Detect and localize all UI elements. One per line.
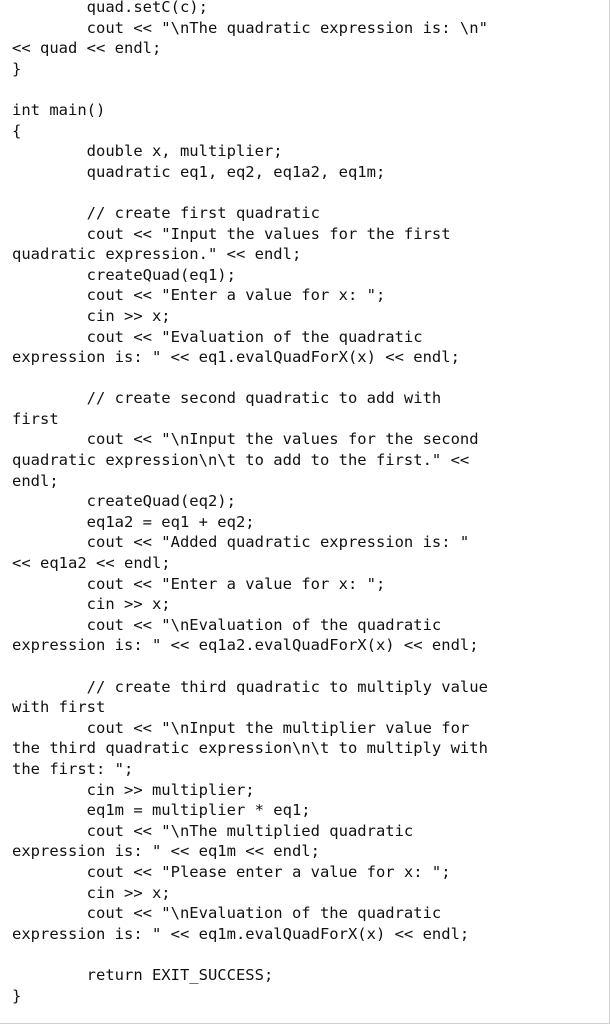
code-line: cout << "Enter a value for x: "; bbox=[12, 286, 386, 305]
code-line: quadratic expression." << endl; bbox=[12, 245, 302, 264]
code-line: cout << "\nThe quadratic expression is: \n" bbox=[12, 18, 488, 37]
code-line: cin >> x; bbox=[12, 306, 171, 325]
code-line: the first: "; bbox=[12, 759, 134, 778]
code-line: } bbox=[12, 59, 22, 78]
code-line bbox=[12, 182, 602, 203]
code-line: cout << "Please enter a value for x: "; bbox=[12, 862, 451, 881]
code-line: // create second quadratic to add with bbox=[12, 389, 442, 408]
code-line: expression is: " << eq1m << endl; bbox=[12, 842, 320, 861]
code-line: double x, multiplier; bbox=[12, 142, 283, 161]
code-line: cout << "\nInput the values for the second bbox=[12, 430, 479, 449]
code-line: expression is: " << eq1m.evalQuadForX(x) << endl; bbox=[12, 924, 470, 943]
code-line: << eq1a2 << endl; bbox=[12, 554, 171, 573]
code-line: cout << "\nEvaluation of the quadratic bbox=[12, 615, 442, 634]
code-line: cout << "Input the values for the first bbox=[12, 224, 451, 243]
code-line: eq1m = multiplier * eq1; bbox=[12, 801, 311, 820]
code-line: createQuad(eq2); bbox=[12, 492, 236, 511]
code-listing bbox=[12, 0, 602, 1006]
code-line bbox=[12, 368, 602, 389]
code-line: cout << "Evaluation of the quadratic bbox=[12, 327, 423, 346]
code-line: return EXIT_SUCCESS; bbox=[12, 965, 274, 984]
code-line: cin >> x; bbox=[12, 595, 171, 614]
code-line: cout << "Enter a value for x: "; bbox=[12, 574, 386, 593]
code-line: << quad << endl; bbox=[12, 39, 162, 58]
code-line: cout << "\nEvaluation of the quadratic bbox=[12, 904, 442, 923]
code-line: cin >> x; bbox=[12, 883, 171, 902]
code-line: quadratic eq1, eq2, eq1a2, eq1m; bbox=[12, 162, 386, 181]
code-line: cin >> multiplier; bbox=[12, 780, 255, 799]
code-line: endl; bbox=[12, 471, 59, 490]
code-line: } bbox=[12, 986, 22, 1005]
code-line: createQuad(eq1); bbox=[12, 265, 236, 284]
code-line: // create third quadratic to multiply value bbox=[12, 677, 488, 696]
code-line: with first bbox=[12, 698, 106, 717]
code-line: cout << "\nInput the multiplier value for bbox=[12, 718, 470, 737]
code-line: quad.setC(c); bbox=[12, 0, 208, 16]
code-line: the third quadratic expression\n\t to multiply with bbox=[12, 739, 488, 758]
code-line: eq1a2 = eq1 + eq2; bbox=[12, 512, 255, 531]
code-line: // create first quadratic bbox=[12, 203, 320, 222]
code-line: cout << "\nThe multiplied quadratic bbox=[12, 821, 414, 840]
code-line: expression is: " << eq1a2.evalQuadForX(x) << endl; bbox=[12, 636, 479, 655]
code-line: expression is: " << eq1.evalQuadForX(x) << endl; bbox=[12, 348, 460, 367]
code-line: cout << "Added quadratic expression is: " bbox=[12, 533, 470, 552]
code-line: { bbox=[12, 121, 22, 140]
code-line: first bbox=[12, 409, 59, 428]
code-line: quadratic expression\n\t to add to the first." << bbox=[12, 451, 470, 470]
code-line bbox=[12, 944, 602, 965]
code-line: int main() bbox=[12, 100, 106, 119]
code-line bbox=[12, 79, 602, 100]
code-line bbox=[12, 656, 602, 677]
